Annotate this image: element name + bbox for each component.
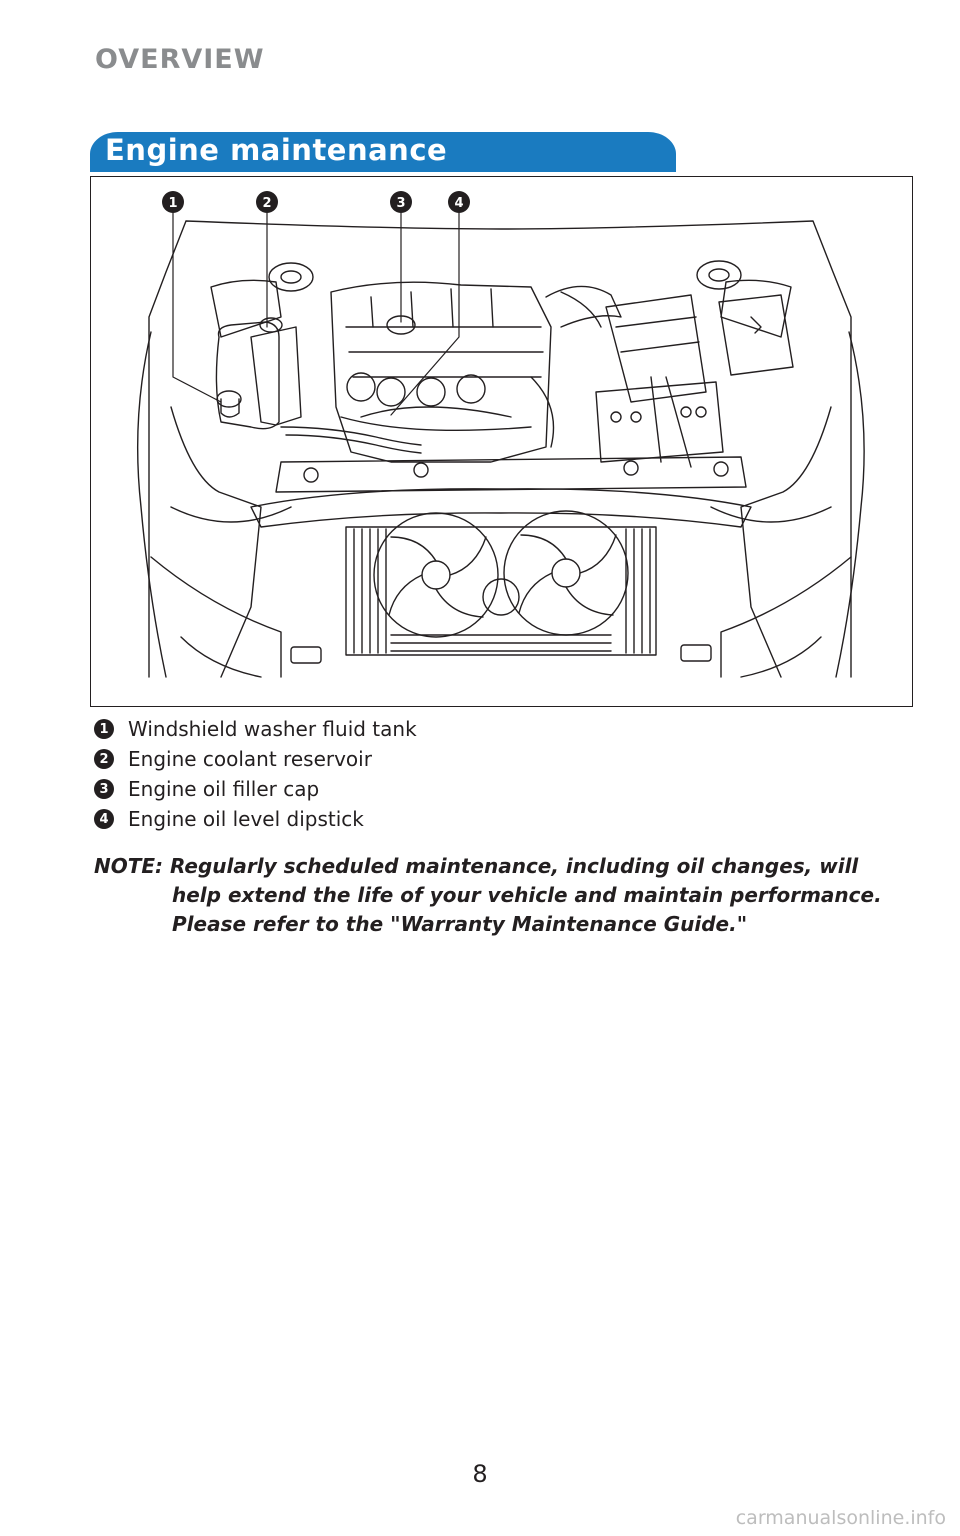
legend-item [94,744,417,774]
cooling-fan-left [374,513,498,637]
coolant-reservoir [251,327,301,425]
maintenance-note [94,852,914,939]
legend-label: Engine oil level dipstick [128,807,364,831]
callout-badge-1 [162,191,184,213]
callout-badge-4 [448,191,470,213]
svg-text:4: 4 [454,196,464,211]
watermark: carmanualsonline.info [735,1507,946,1529]
hood-outline [149,221,851,677]
washer-fluid-tank [216,322,279,429]
legend-number-badge: 3 [94,779,114,799]
legend-label: Engine coolant reservoir [128,747,372,771]
grille-frame [251,489,751,527]
page-title: Engine maintenance [105,133,448,167]
svg-text:1: 1 [168,196,178,211]
legend [94,714,417,834]
front-bumper [151,557,851,677]
engine-illustration [90,176,913,707]
legend-item [94,804,417,834]
cooling-fan-right [504,511,628,635]
note-line-1: NOTE: Regularly scheduled maintenance, including oil changes, will [94,854,859,878]
radiator-support [276,457,746,492]
note-line-2: help extend the life of your vehicle and maintain performance. [172,883,882,907]
svg-text:2: 2 [262,196,272,211]
svg-text:3: 3 [396,196,406,211]
callout-badge-3 [390,191,412,213]
page-number: 8 [472,1460,488,1488]
callout-badge-2 [256,191,278,213]
strut-tower-left [269,263,313,291]
radiator [346,527,656,655]
engine-bay-drawing [91,177,914,708]
air-filter-box [606,295,706,402]
legend-number-badge: 1 [94,719,114,739]
legend-item [94,714,417,744]
legend-number-badge: 4 [94,809,114,829]
legend-number-badge: 2 [94,749,114,769]
legend-label: Engine oil filler cap [128,777,320,801]
legend-label: Windshield washer fluid tank [128,717,417,741]
strut-tower-right [697,261,741,289]
legend-item [94,774,417,804]
note-line-3: Please refer to the "Warranty Maintenance Guide." [172,912,748,936]
section-header: OVERVIEW [95,44,265,75]
